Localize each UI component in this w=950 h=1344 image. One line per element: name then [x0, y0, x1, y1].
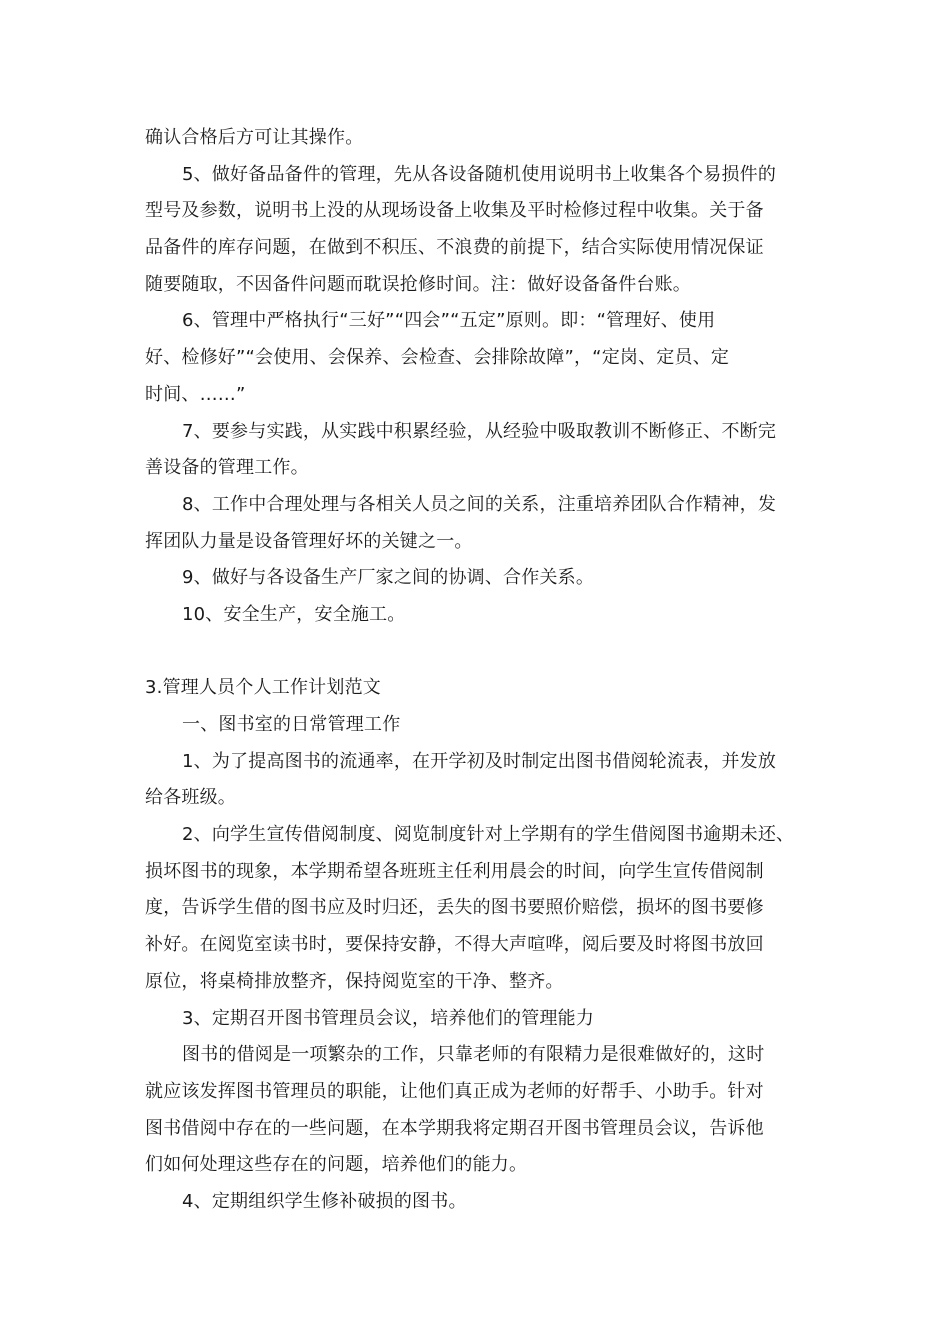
s3-item-1-line: 给各班级。	[145, 787, 236, 809]
paragraph-continuation: 确认合格后方可让其操作。	[145, 127, 364, 148]
item-6-line: 好、检修好”“会使用、会保养、会检查、会排除故障”，“定岗、定员、定	[145, 347, 730, 369]
s3-item-2-line: 原位，将桌椅排放整齐，保持阅览室的干净、整齐。	[145, 970, 564, 992]
s3-item-1-line: 1、为了提高图书的流通率，在开学初及时制定出图书借阅轮流表，并发放	[182, 750, 777, 772]
s3-item-2-paragraph	[145, 817, 815, 1000]
item-5-paragraph	[145, 157, 815, 304]
section-spacer	[145, 634, 815, 671]
item-5-line: 5、做好备品备件的管理，先从各设备随机使用说明书上收集各个易损件的	[182, 163, 777, 185]
item-5-line: 型号及参数，说明书上没的从现场设备上收集及平时检修过程中收集。关于备	[145, 200, 764, 222]
s3-para-3-line: 图书的借阅是一项繁杂的工作，只靠老师的有限精力是很难做好的，这时	[182, 1044, 765, 1066]
item-7-paragraph	[145, 414, 815, 487]
item-8-paragraph	[145, 487, 815, 560]
section-heading: 一、图书室的日常管理工作	[182, 714, 401, 735]
s3-item-2-line: 补好。在阅览室读书时，要保持安静，不得大声喧哗，阅后要及时将图书放回	[145, 934, 764, 956]
item-8-line: 8、工作中合理处理与各相关人员之间的关系，注重培养团队合作精神，发	[182, 493, 777, 515]
s3-para-3-line: 们如何处理这些存在的问题，培养他们的能力。	[145, 1154, 528, 1176]
item-7-line: 7、要参与实践，从实践中积累经验，从经验中吸取教训不断修正、不断完	[182, 420, 777, 442]
item-6-line: 6、管理中严格执行“三好”“四会”“五定”原则。即：“管理好、使用	[182, 310, 716, 332]
s3-item-3-paragraph: 3、定期召开图书管理员会议，培养他们的管理能力	[182, 1007, 595, 1029]
item-6-line: 时间、……”	[145, 383, 246, 405]
s3-item-1-paragraph	[145, 744, 815, 817]
s3-para-3	[145, 1037, 815, 1184]
item-10-paragraph: 10、安全生产，安全施工。	[182, 603, 406, 625]
item-8-line: 挥团队力量是设备管理好坏的关键之一。	[145, 530, 473, 552]
s3-para-3-line: 就应该发挥图书管理员的职能，让他们真正成为老师的好帮手、小助手。针对	[145, 1080, 764, 1102]
item-5-line: 随要随取，不因备件问题而耽误抢修时间。注：做好设备备件台账。	[145, 273, 691, 295]
section-title: 3.管理人员个人工作计划范文	[145, 677, 381, 699]
document-body	[145, 120, 815, 1221]
item-6-paragraph	[145, 303, 815, 413]
item-7-line: 善设备的管理工作。	[145, 457, 309, 479]
s3-item-2-line: 损坏图书的现象，本学期希望各班班主任利用晨会的时间，向学生宣传借阅制	[145, 860, 764, 882]
s3-para-3-line: 图书借阅中存在的一些问题，在本学期我将定期召开图书管理员会议，告诉他	[145, 1117, 764, 1139]
item-5-line: 品备件的库存问题，在做到不积压、不浪费的前提下，结合实际使用情况保证	[145, 237, 764, 259]
item-9-paragraph: 9、做好与各设备生产厂家之间的协调、合作关系。	[182, 567, 595, 589]
s3-item-4-paragraph: 4、定期组织学生修补破损的图书。	[182, 1190, 467, 1212]
s3-item-2-line: 2、向学生宣传借阅制度、阅览制度针对上学期有的学生借阅图书逾期未还、	[182, 824, 795, 846]
s3-item-2-line: 度，告诉学生借的图书应及时归还，丢失的图书要照价赔偿，损坏的图书要修	[145, 897, 764, 919]
